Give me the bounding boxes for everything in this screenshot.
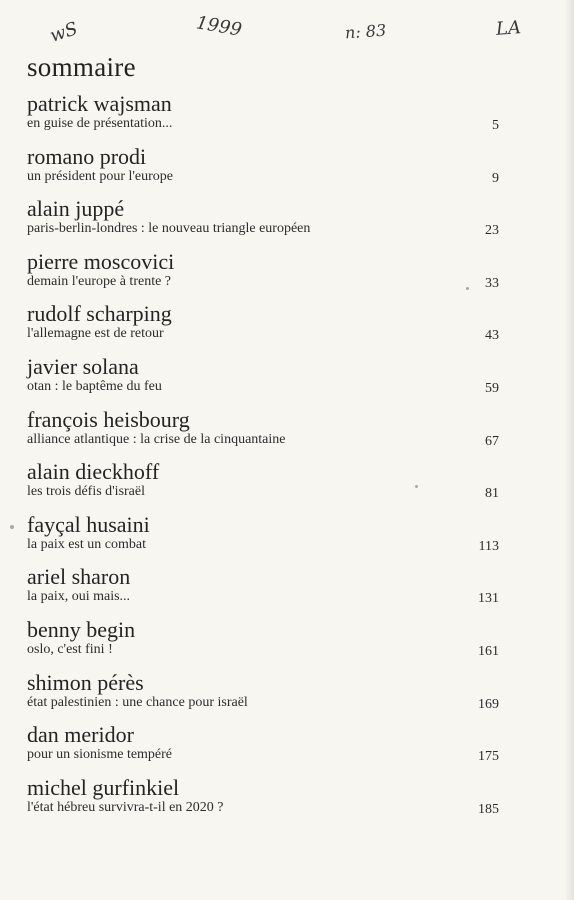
article-title: la paix est un combat	[27, 536, 146, 552]
article-title: en guise de présentation...	[27, 116, 173, 131]
page-number: 43	[485, 328, 499, 344]
toc-entry	[27, 197, 507, 250]
author-name: patrick wajsman	[27, 91, 172, 116]
toc-entry	[27, 776, 507, 829]
toc-entry	[27, 671, 507, 724]
author-name: françois heisbourg	[27, 406, 190, 432]
page-number: 169	[478, 696, 499, 712]
article-title: un président pour l'europe	[27, 168, 173, 184]
page-number: 23	[485, 223, 499, 239]
page-number: 131	[478, 591, 499, 607]
page-number: 5	[492, 118, 499, 133]
article-title: alliance atlantique : la crise de la cinquantaine	[27, 431, 286, 447]
toc-entry	[27, 460, 507, 513]
page-number: 9	[492, 170, 499, 186]
article-title: pour un sionisme tempéré	[27, 747, 173, 763]
author-name: shimon pérès	[27, 669, 144, 695]
toc-entry	[27, 565, 507, 618]
author-name: alain dieckhoff	[27, 459, 160, 485]
page-number: 113	[478, 538, 499, 554]
page-edge-shadow	[564, 0, 574, 900]
author-name: javier solana	[27, 353, 139, 379]
article-title: les trois défis d'israël	[27, 484, 145, 500]
page-number: 59	[485, 380, 499, 396]
toc-entry	[27, 355, 507, 408]
handwritten-issue-number: n: 83	[344, 20, 387, 43]
author-name: fayçal husaini	[27, 511, 150, 537]
page-number: 33	[485, 275, 499, 291]
author-name: benny begin	[27, 616, 136, 642]
author-name: michel gurfinkiel	[27, 774, 180, 800]
author-name: ariel sharon	[27, 564, 131, 590]
page-number: 67	[485, 433, 499, 449]
article-title: paris-berlin-londres : le nouveau triangle européen	[27, 221, 311, 237]
toc-entry	[27, 408, 507, 461]
paper-speck	[10, 525, 14, 529]
toc-entry	[27, 513, 507, 566]
author-name: alain juppé	[27, 196, 125, 222]
page-number: 175	[478, 749, 499, 765]
toc-entry	[27, 250, 507, 303]
page-number: 81	[485, 486, 499, 502]
article-title: la paix, oui mais...	[27, 589, 131, 605]
article-title: état palestinien : une chance pour israël	[27, 694, 248, 710]
author-name: romano prodi	[27, 143, 147, 169]
table-of-contents	[27, 92, 507, 828]
page-number: 185	[478, 801, 499, 817]
article-title: l'allemagne est de retour	[27, 326, 164, 342]
page-title: sommaire	[27, 52, 136, 82]
toc-entry	[27, 302, 507, 355]
toc-entry	[27, 145, 507, 198]
article-title: oslo, c'est fini !	[27, 641, 113, 657]
author-name: rudolf scharping	[27, 301, 172, 327]
paper-speck	[415, 485, 418, 488]
author-name: dan meridor	[27, 722, 134, 748]
handwritten-note: wS	[47, 18, 81, 47]
article-title: demain l'europe à trente ?	[27, 273, 172, 289]
handwritten-code: LA	[495, 17, 522, 40]
article-title: otan : le baptême du feu	[27, 378, 162, 394]
handwritten-year: 1999	[194, 12, 244, 41]
article-title: l'état hébreu survivra-t-il en 2020 ?	[27, 799, 224, 815]
toc-entry	[27, 723, 507, 776]
toc-entry	[27, 92, 507, 145]
author-name: pierre moscovici	[27, 248, 175, 274]
toc-entry	[27, 618, 507, 671]
paper-speck	[466, 287, 469, 290]
page-number: 161	[478, 643, 499, 659]
